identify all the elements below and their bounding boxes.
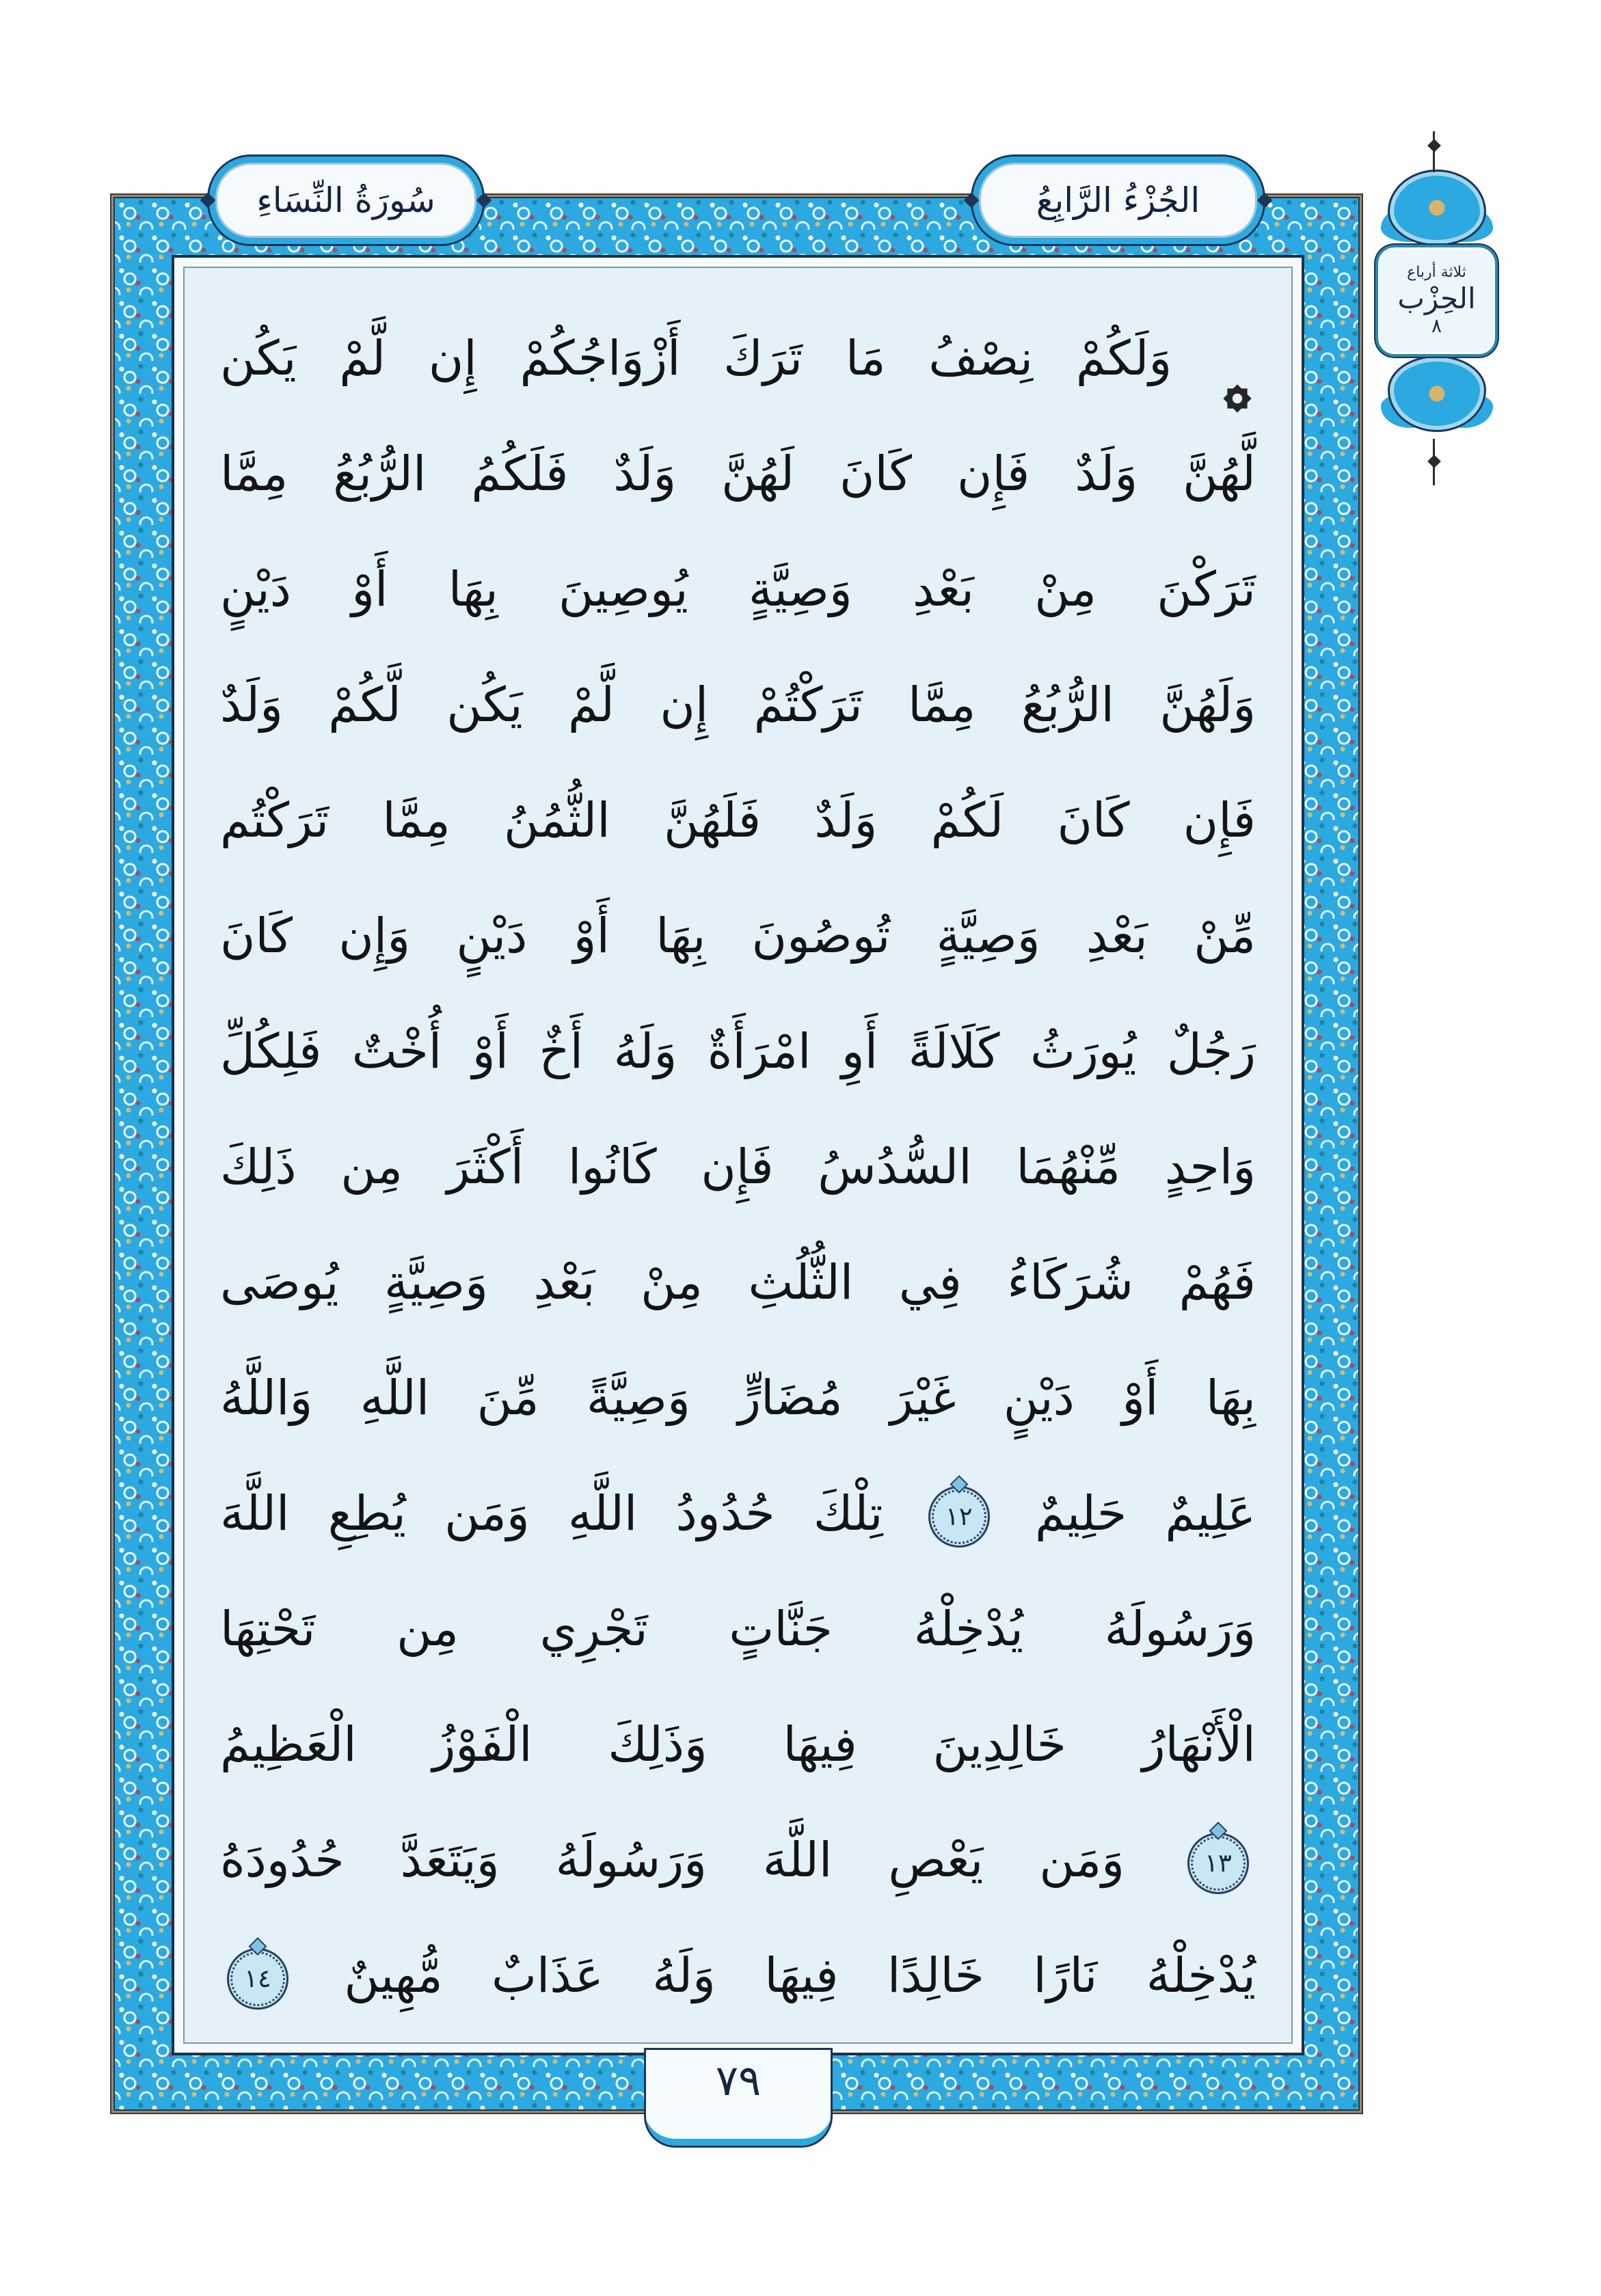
quran-line xyxy=(220,1571,1256,1687)
ayah-text: تَرَكْنَ مِنْ بَعْدِ وَصِيَّةٍ يُوصِينَ بِهَا أَوْ دَيْنٍ xyxy=(220,561,1256,617)
quran-line xyxy=(220,994,1256,1109)
quran-line xyxy=(220,878,1256,994)
quran-line xyxy=(220,1802,1256,1918)
verse-number: ١٤ xyxy=(244,1964,271,1994)
quran-line xyxy=(220,763,1256,878)
ayah-text: وَمَن يَعْصِ اللَّهَ وَرَسُولَهُ وَيَتَعَدَّ حُدُودَهُ xyxy=(220,1832,1125,1888)
ayah-text: فَهُمْ شُرَكَاءُ فِي الثُّلُثِ مِنْ بَعْدِ وَصِيَّةٍ يُوصَى xyxy=(220,1254,1256,1310)
ayah-text: وَرَسُولَهُ يُدْخِلْهُ جَنَّاتٍ تَجْرِي مِن تَحْتِهَا xyxy=(220,1601,1256,1657)
quran-line xyxy=(220,301,1256,416)
quran-line xyxy=(220,1456,1256,1571)
surah-title-cartouche xyxy=(207,154,485,246)
hizb-marker xyxy=(1375,245,1498,357)
ayah-text: بِهَا أَوْ دَيْنٍ غَيْرَ مُضَارٍّ وَصِيَّةً مِّنَ اللَّهِ وَاللَّهُ xyxy=(220,1370,1256,1426)
quran-line xyxy=(220,532,1256,647)
ayah-text: الْأَنْهَارُ خَالِدِينَ فِيهَا وَذَلِكَ الْفَوْزُ الْعَظِيمُ xyxy=(220,1716,1256,1772)
hizb-label: الحِزْب xyxy=(1397,281,1476,315)
verse-number: ١٢ xyxy=(945,1502,973,1532)
quran-line xyxy=(220,1918,1256,2034)
medallion-top-ornament-icon xyxy=(1388,170,1486,246)
ayah-text: تِلْكَ حُدُودُ اللَّهِ وَمَن يُطِعِ اللَّهَ xyxy=(220,1485,883,1541)
quran-line xyxy=(220,416,1256,532)
ayah-text: عَلِيمٌ حَلِيمٌ xyxy=(1034,1485,1256,1541)
ayah-text: وَلَكُمْ نِصْفُ مَا تَرَكَ أَزْوَاجُكُمْ إِن لَّمْ يَكُن xyxy=(220,330,1172,386)
verse-number: ١٣ xyxy=(1205,1848,1232,1878)
rub-el-hizb-icon xyxy=(1219,343,1256,380)
hizb-fraction-label: ثلاثة أرباع xyxy=(1407,264,1466,282)
ayah-text: لَّهُنَّ وَلَدٌ فَإِن كَانَ لَهُنَّ وَلَدٌ فَلَكُمُ الرُّبُعُ مِمَّا xyxy=(220,446,1256,502)
finial-arrow-top-icon xyxy=(1433,131,1435,172)
quran-line xyxy=(220,1109,1256,1225)
verse-end-marker xyxy=(1187,1833,1249,1894)
ayah-text: فَإِن كَانَ لَكُمْ وَلَدٌ فَلَهُنَّ الثُّمُنُ مِمَّا تَرَكْتُم xyxy=(220,792,1256,848)
quran-line xyxy=(220,1687,1256,1802)
verse-end-marker xyxy=(928,1486,990,1548)
ayah-text: وَلَهُنَّ الرُّبُعُ مِمَّا تَرَكْتُمْ إِن لَّمْ يَكُن لَّكُمْ وَلَدٌ xyxy=(220,677,1256,733)
quran-line xyxy=(220,647,1256,763)
juz-title-cartouche xyxy=(971,154,1265,246)
finial-arrow-bottom-icon xyxy=(1433,439,1435,485)
quran-line xyxy=(220,1225,1256,1340)
medallion-bottom-ornament-icon xyxy=(1388,355,1486,432)
rub-el-hizb-star-svg xyxy=(1219,380,1256,417)
surah-title: سُورَةُ النِّسَاءِ xyxy=(256,180,435,220)
page-number: ٧٩ xyxy=(715,2055,762,2105)
text-panel xyxy=(183,267,1293,2044)
ayah-text: وَاحِدٍ مِّنْهُمَا السُّدُسُ فَإِن كَانُوا أَكْثَرَ مِن ذَلِكَ xyxy=(220,1139,1256,1195)
ayah-text: رَجُلٌ يُورَثُ كَلَالَةً أَوِ امْرَأَةٌ وَلَهُ أَخٌ أَوْ أُخْتٌ فَلِكُلِّ xyxy=(220,1023,1256,1079)
verse-end-marker xyxy=(227,1948,288,2010)
juz-title: الجُزْءُ الرَّابِعُ xyxy=(1036,180,1200,220)
page-number-cartouche xyxy=(644,2048,833,2148)
ayah-text: يُدْخِلْهُ نَارًا خَالِدًا فِيهَا وَلَهُ عَذَابٌ مُّهِينٌ xyxy=(344,1947,1256,2003)
quran-lines xyxy=(220,301,1256,2034)
quran-line xyxy=(220,1340,1256,1456)
hizb-number: ٨ xyxy=(1431,314,1442,337)
ayah-text: مِّنْ بَعْدِ وَصِيَّةٍ تُوصُونَ بِهَا أَوْ دَيْنٍ وَإِن كَانَ xyxy=(220,908,1256,964)
